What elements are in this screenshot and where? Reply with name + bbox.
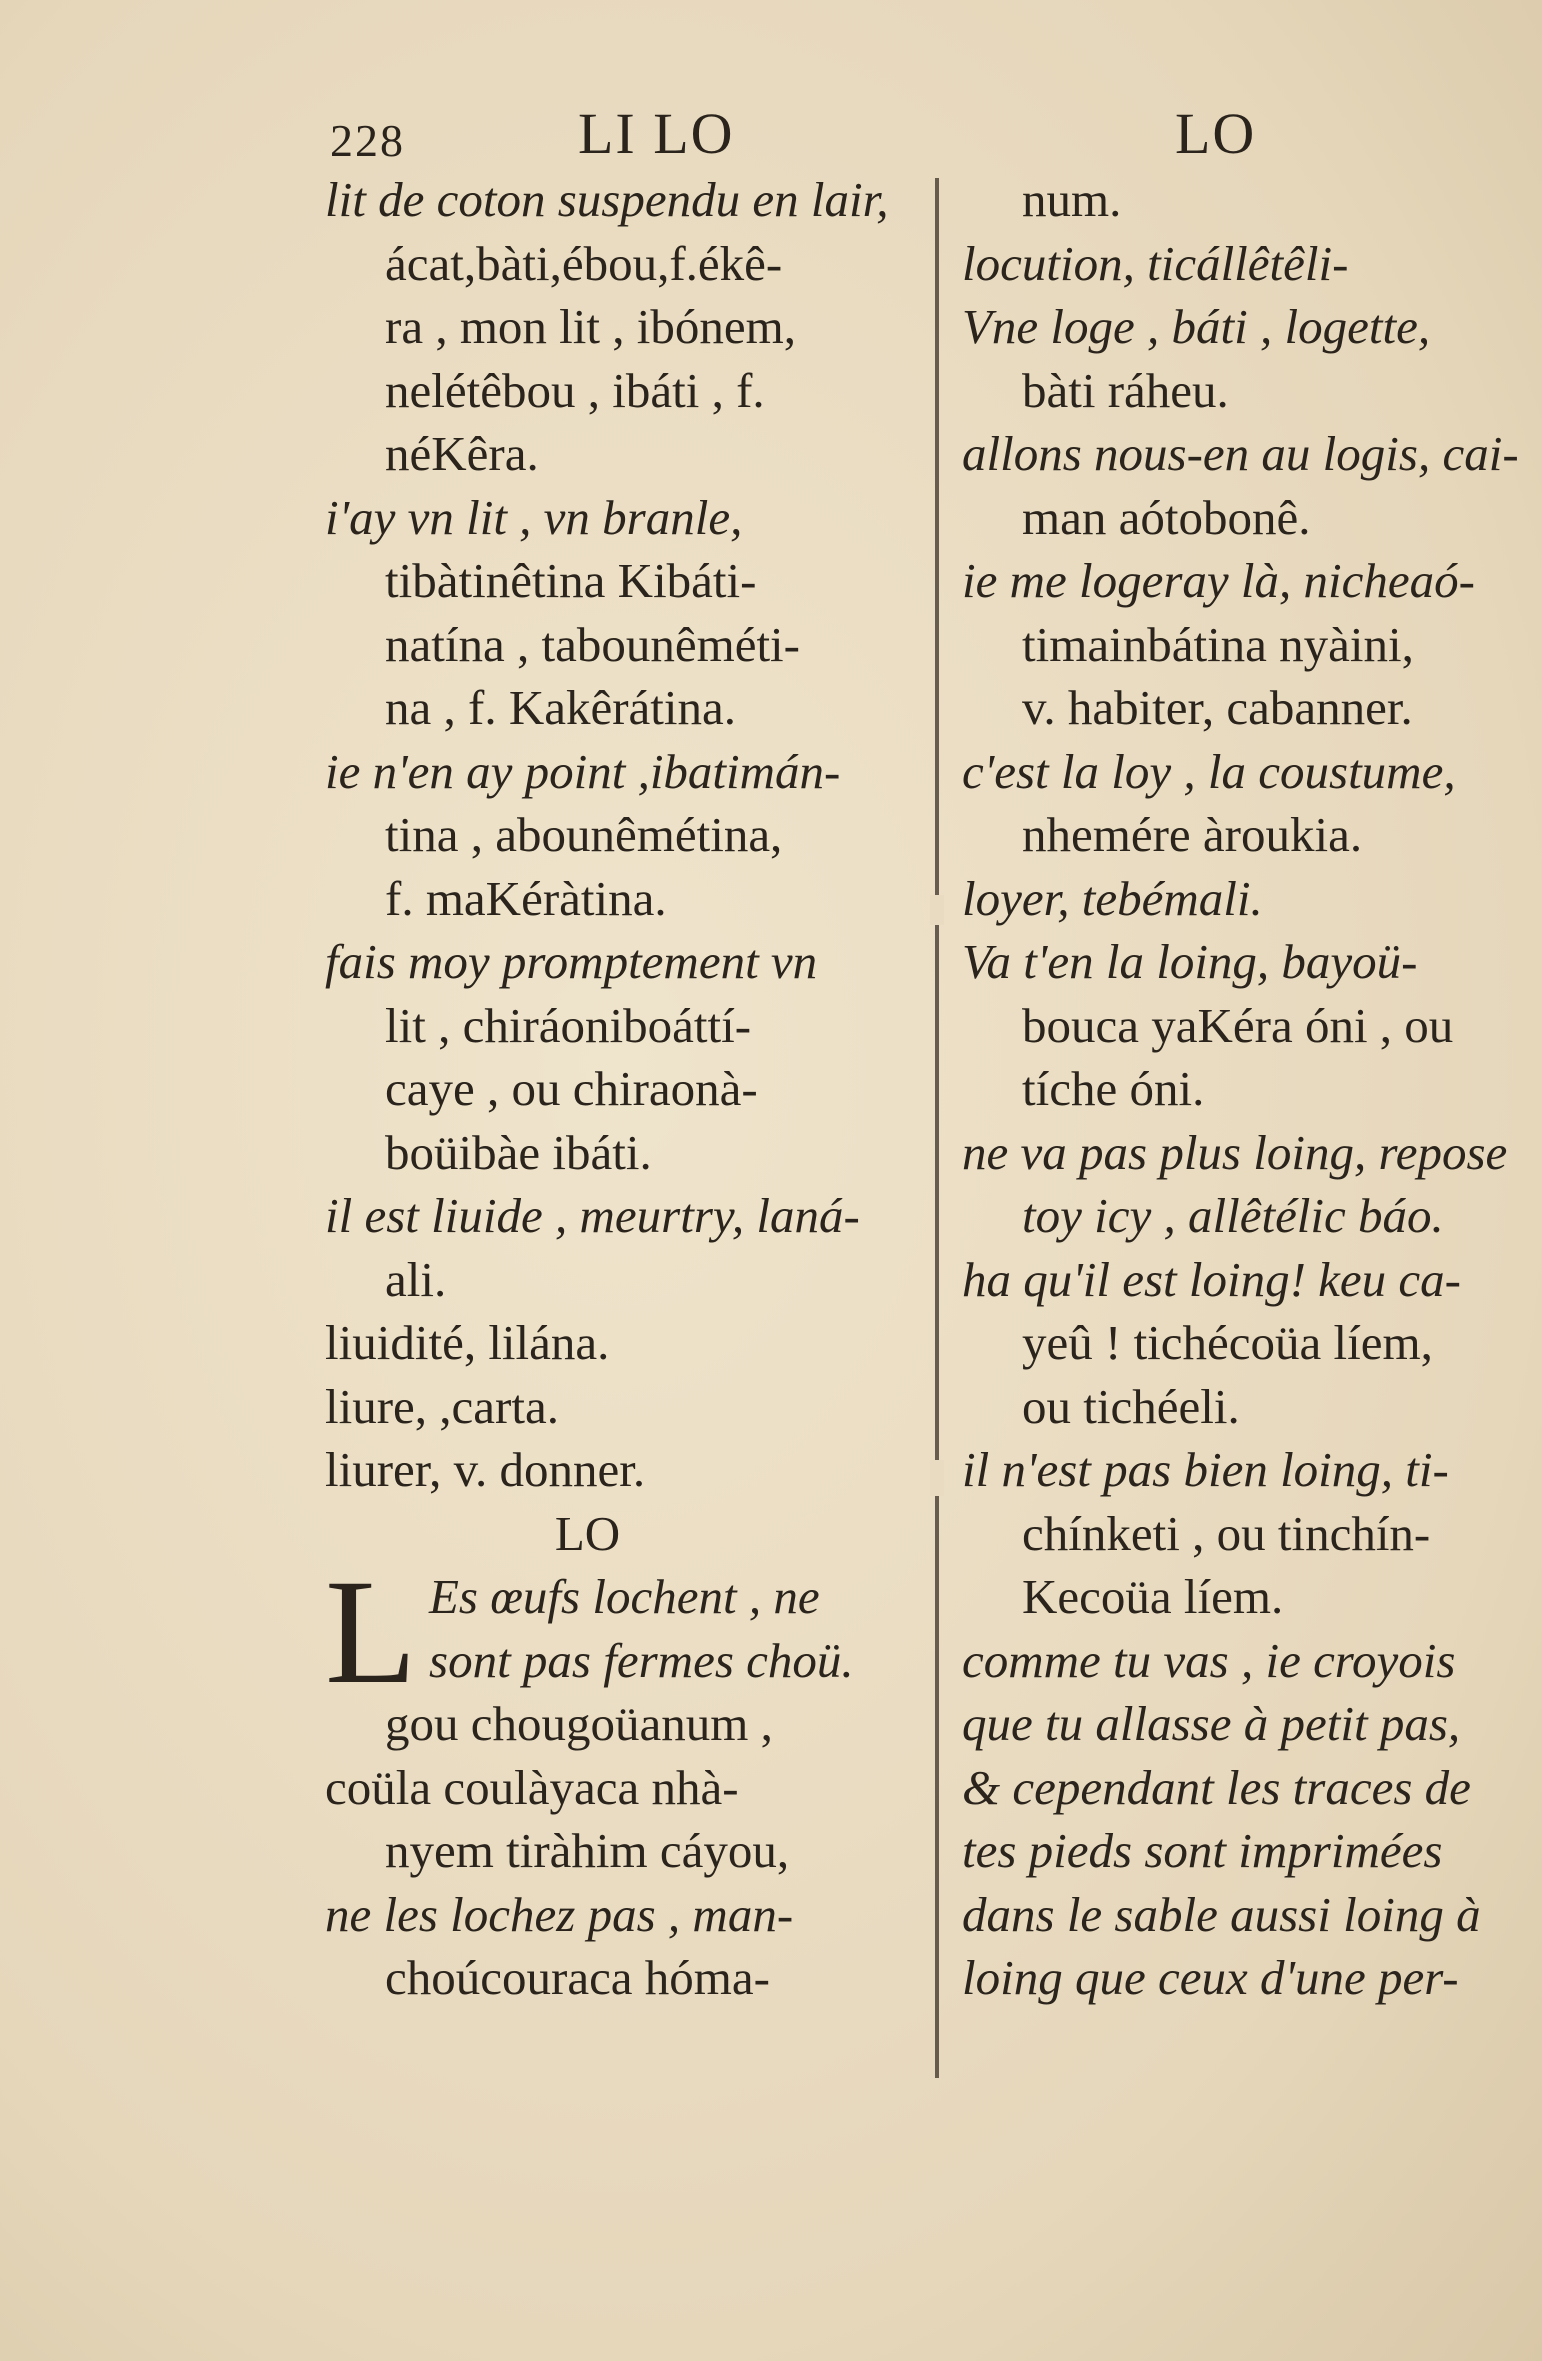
entry-line: loyer, tebémali. [962, 870, 1263, 926]
entry-line: fais moy promptement vn [325, 934, 818, 989]
column-divider-gap [930, 1460, 944, 1496]
column-divider [935, 178, 939, 2078]
entry-line: il est liuide , meurtry, laná- [325, 1188, 860, 1243]
entry-line: que tu allasse à petit pas, [962, 1696, 1461, 1751]
entry-line: bàti ráheu. [1022, 362, 1229, 418]
dictionary-entry [325, 1311, 910, 1375]
entry-line: ali. [385, 1251, 447, 1307]
entry-line: man aótobonê. [1022, 489, 1311, 545]
dictionary-entry [325, 168, 910, 486]
dictionary-entry [962, 930, 1522, 1121]
entry-line: natína , tabounêméti- [385, 616, 800, 672]
right-entries [962, 168, 1522, 2010]
entry-line: v. habiter, cabanner. [1022, 680, 1413, 735]
entry-line: lit , chiráoniboáttí- [385, 997, 752, 1053]
dictionary-entry [325, 930, 910, 1184]
dictionary-entry [962, 1248, 1522, 1439]
entry-line: Va t'en la loing, bayoü- [962, 934, 1418, 989]
dictionary-entry [962, 295, 1522, 422]
column-divider-gap [930, 895, 944, 925]
entry-line: sont pas fermes choü. [429, 1632, 854, 1688]
dropcap: L [325, 1549, 417, 1715]
left-running-head: LI LO [578, 101, 735, 166]
dictionary-entry [962, 168, 1522, 232]
dictionary-entry [325, 486, 910, 740]
dictionary-entry [962, 549, 1522, 740]
entry-line: comme tu vas , ie croyois [962, 1632, 1456, 1688]
entry-line: tibàtinêtina Kibáti- [385, 553, 757, 608]
entry-line: tíche óni. [1022, 1061, 1205, 1116]
entry-line: num. [1022, 172, 1122, 227]
dictionary-entry [962, 422, 1522, 549]
entry-line: i'ay vn lit , vn branle, [325, 489, 743, 545]
entry-line: ie me logeray là, nicheaó- [962, 553, 1475, 608]
entry-line: Vne loge , báti , logette, [962, 299, 1431, 354]
right-column [962, 168, 1522, 2010]
left-entries [325, 168, 910, 1502]
lo-entry [325, 1549, 910, 2010]
entry-line: liurer, v. donner. [325, 1442, 646, 1497]
right-running-head: LO [1175, 101, 1257, 166]
entry-line: ácat,bàti,ébou,f.ékê- [385, 235, 783, 291]
entry-line: Es œufs lochent , ne [429, 1569, 820, 1624]
entry-line: ne les lochez pas , man- [325, 1886, 794, 1942]
entry-line: toy icy , allêtélic báo. [1022, 1188, 1444, 1243]
entry-line: Kecoüa líem. [1022, 1569, 1284, 1624]
entry-line: ne va pas plus loing, repose [962, 1124, 1508, 1180]
entry-line: caye , ou chiraonà- [385, 1061, 758, 1116]
dictionary-entry [962, 1629, 1522, 2010]
entry-line: timainbátina nyàini, [1022, 616, 1414, 672]
entry-line: ra , mon lit , ibónem, [385, 299, 796, 354]
dictionary-entry [325, 1438, 910, 1502]
entry-line: tina , abounêmétina, [385, 807, 783, 862]
entry-line: liuidité, lilána. [325, 1315, 610, 1370]
entry-line: na , f. Kakêrátina. [385, 680, 736, 735]
entry-line: tes pieds sont imprimées [962, 1823, 1443, 1878]
entry-line: f. maKéràtina. [385, 870, 667, 926]
entry-line: bouca yaKéra óni , ou [1022, 997, 1454, 1053]
entry-line: ha qu'il est loing! keu ca- [962, 1251, 1461, 1307]
entry-line: yeû ! tichécoüa líem, [1022, 1315, 1433, 1370]
entry-line: c'est la loy , la coustume, [962, 743, 1456, 799]
left-column [325, 168, 910, 2010]
dictionary-entry [962, 867, 1522, 931]
page-number: 228 [330, 115, 405, 166]
entry-line: lit de coton suspendu en lair, [325, 172, 889, 227]
entry-line: & cependant les traces de [962, 1759, 1471, 1815]
dictionary-entry [962, 1438, 1522, 1629]
entry-line: chínketi , ou tinchín- [1022, 1505, 1431, 1561]
entry-line: nhemére àroukia. [1022, 807, 1363, 862]
entry-line: choúcouraca hóma- [385, 1950, 770, 2005]
entry-line: gou chougoüanum , [385, 1696, 773, 1751]
entry-line: boüibàe ibáti. [385, 1124, 652, 1180]
entry-line: ie n'en ay point ,ibatimán- [325, 743, 841, 799]
entry-line: loing que ceux d'une per- [962, 1950, 1459, 2005]
entry-line: ou tichéeli. [1022, 1378, 1240, 1434]
entry-line: néKêra. [385, 426, 539, 481]
dictionary-entry [325, 1375, 910, 1439]
dictionary-entry [962, 740, 1522, 867]
dictionary-entry [962, 232, 1522, 296]
dictionary-entry [325, 1184, 910, 1311]
entry-line: liure, ,carta. [325, 1378, 559, 1434]
entry-line: dans le sable aussi loing à [962, 1886, 1481, 1942]
entry-line: coüla coulàyaca nhà- [325, 1759, 739, 1815]
section-heading: LO [554, 1505, 621, 1561]
dictionary-entry [962, 1121, 1522, 1248]
entry-line: il n'est pas bien loing, ti- [962, 1442, 1449, 1497]
entry-line: nyem tiràhim cáyou, [385, 1823, 790, 1878]
entry-line: allons nous-en au logis, cai- [962, 426, 1519, 481]
entry-line: nelétêbou , ibáti , f. [385, 362, 765, 418]
dictionary-entry [325, 740, 910, 931]
entry-line: locution, ticállêtêli- [962, 235, 1349, 291]
